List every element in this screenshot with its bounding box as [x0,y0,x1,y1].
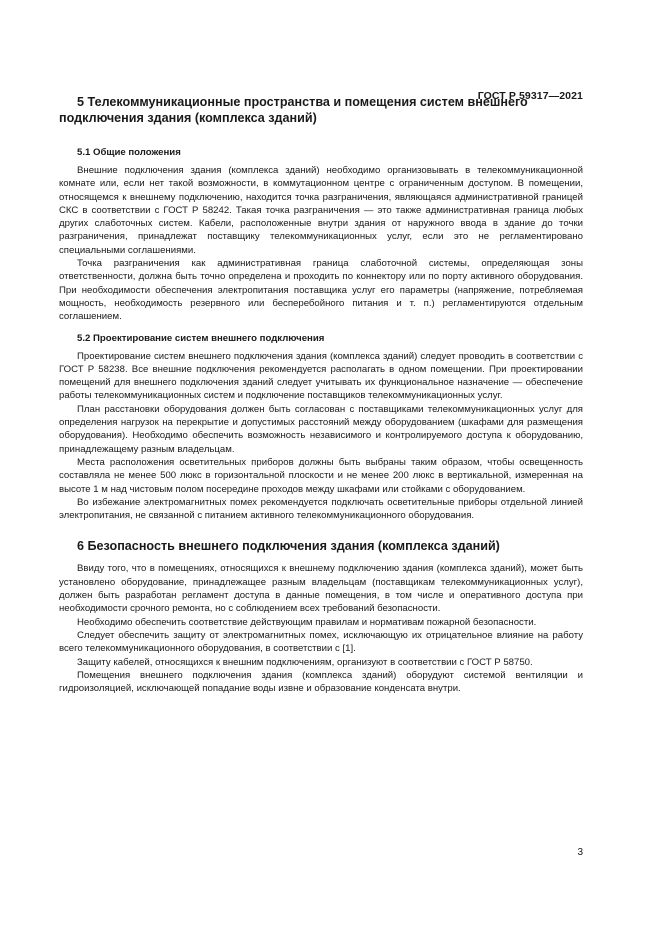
paragraph: Защиту кабелей, относящихся к внешним подключениям, организуют в соответствии с ГОСТ Р 58750. [77,656,533,668]
subsection-5-2-title: 5.2 Проектирование систем внешнего подключения [77,332,325,344]
paragraph: План расстановки оборудования должен быть согласован с поставщиками телекоммуникационных услуг для определения нагрузок на перекрытие и допустимых расстояний между оборудованием (шкафами для размещения оборудования). Необходимо обеспечить возможность независимого и контролируемого доступа к оборудованию, принадлежащему разным владельцам. [59,403,583,455]
paragraph: Необходимо обеспечить соответствие действующим правилам и нормативам пожарной безопасности. [77,616,537,628]
paragraph: Проектирование систем внешнего подключения здания (комплекса зданий) следует проводить в соответствии с ГОСТ Р 58238. Все внешние подключения рекомендуется располагать в одном помещении. При проектировании помещений для внешнего подключения зданий следует учитывать их функциональное назначение — обеспечение работы телекоммуникационных систем и подключение поставщиков телекоммуникационных услуг. [59,350,583,402]
paragraph: Следует обеспечить защиту от электромагнитных помех, исключающую их отрицательное влияние на работу всего телекоммуникационного оборудования, в соответствии с [1]. [59,629,583,655]
section-5-title: 5 Телекоммуникационные пространства и помещения систем внешнего подключения здания (комплекса зданий) [59,95,528,125]
page-number: 3 [577,847,583,858]
paragraph: Во избежание электромагнитных помех рекомендуется подключать осветительные приборы отдельной линией электропитания, не связанной с питанием активного телекоммуникационного оборудования. [59,496,583,522]
paragraph: Ввиду того, что в помещениях, относящихся к внешнему подключению здания (комплекса зданий), может быть установлено оборудование, принадлежащее разным владельцам (поставщикам телекоммуникационных услуг), должен быть разработан регламент доступа в данные помещения, в том числе и оперативного доступа при необходимости срочного ремонта, но с соблюдением всех требований безопасности. [59,563,583,615]
section-6-title: 6 Безопасность внешнего подключения здания (комплекса зданий) [77,539,500,554]
document-code: ГОСТ Р 59317—2021 [477,90,583,102]
paragraph: Помещения внешнего подключения здания (комплекса зданий) оборудуют системой вентиляции и гидроизоляцией, исключающей попадание воды извне и образование конденсата внутри. [59,669,583,695]
page-content [59,94,583,695]
subsection-5-1-title: 5.1 Общие положения [77,147,181,158]
paragraph: Точка разграничения как административная граница слаботочной системы, определяющая зоны ответственности, должна быть точно определена и проходить по коннектору или по порту активного оборудования. При необходимости обеспечения электропитания поставщика услуг его параметры (напряжение, потребляемая мощность, необходимость резервного или бесперебойного питания и т. п.) регламентируются отдельным соглашением. [59,258,583,323]
paragraph: Внешние подключения здания (комплекса зданий) необходимо организовывать в телекоммуникационной комнате или, если нет такой возможности, в коммутационном центре с ограниченным доступом. В помещении, относящемся к внешнему подключению, находится точка разграничения, являющаяся административной границей СКС в соответствии с ГОСТ Р 58242. Такая точка разграничения — это также административная граница любых других слаботочных систем. Кабели, расположенные внутри здания от наружного ввода в здание до точки разграничения, принадлежат поставщику телекоммуникационных услуг, если это не регламентировано специальными соглашениями. [59,165,583,256]
paragraph: Места расположения осветительных приборов должны быть выбраны таким образом, чтобы освещенность составляла не менее 500 люкс в горизонтальной плоскости и не менее 200 люкс в вертикальной, измеренная на высоте 1 м над чистовым полом посередине проходов между шкафами или стойками с оборудованием. [59,456,583,495]
